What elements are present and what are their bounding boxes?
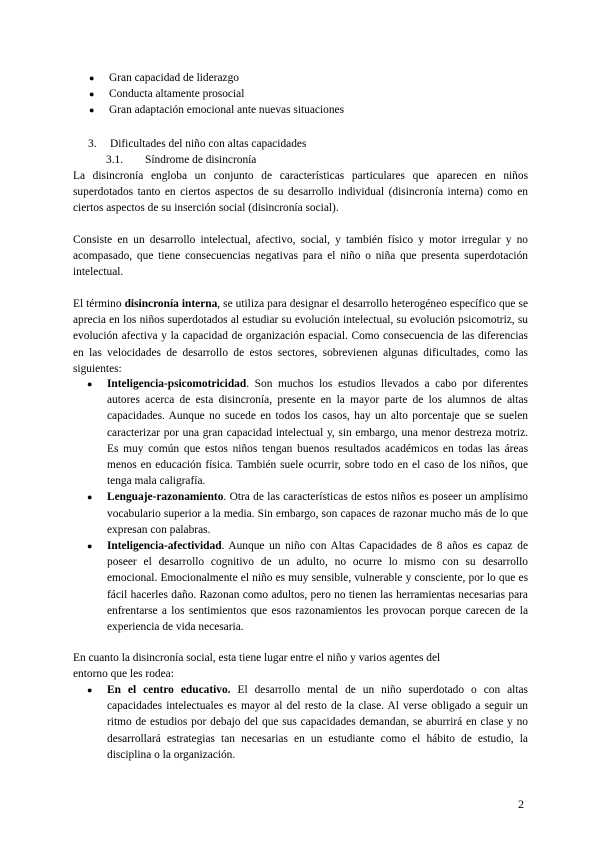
para3-bold-term: disincronía interna bbox=[124, 298, 218, 310]
paragraph-disincronia-definition: La disincronía engloba un conjunto de características particulares que aparecen en niños superdotados tanto en ciertos aspectos de su desarrollo individual (disincronía interna) como en ciertos aspectos de su inserción social (disincronía social). bbox=[73, 170, 528, 215]
section-3-number: 3. bbox=[88, 138, 97, 150]
list-item: ● Gran adaptación emocional ante nuevas situaciones bbox=[89, 102, 530, 118]
list-item bbox=[87, 538, 528, 635]
bullet-bold-term: Lenguaje-razonamiento bbox=[107, 491, 224, 504]
section-3-1-number: 3.1. bbox=[106, 154, 124, 166]
bullet-text: El desarrollo mental de un niño superdotado o con altas capacidades intelectuales es mayor al del resto de la clase. Al verse obligado a seguir un ritmo de estudios por debajo del que sus capacidades demandan, se aburrirá en clase y no desarrollará estrategias tan necesarias en un estudiante como el hábito de estudio, la disciplina o la organización. bbox=[107, 684, 528, 761]
list-item bbox=[87, 489, 528, 538]
internal-disincronia-list bbox=[87, 376, 528, 635]
bullet-text: . Son muchos los estudios llevados a cabo por diferentes autores acerca de esta disincronía, presente en la mayor parte de los alumnos de altas capacidades. Aunque no sucede en todos los casos, hay un alto porcentaje que se suelen caracterizar por una gran capacidad intelectual y, sin embargo, una menor destreza motriz. Es muy común que estos niños tengan buenos resultados académicos en todas las áreas menos en educación física. También suele ocurrir, sobre todo en el caso de los niños, que tenga mala caligrafía. bbox=[107, 378, 528, 488]
list-item: ● Conducta altamente prosocial bbox=[89, 86, 530, 102]
bullet-text: . Aunque un niño con Altas Capacidades de 8 años es capaz de poseer el desarrollo cognitivo de un adulto, no ocurre lo mismo con su desarrollo emocional. Emocionalmente el niño es muy sensible, vulnerable y consciente, por lo que es fácil hacerles daño. Razonan como adultos, pero no tienen las herramientas necesarias para enfrentarse a los sentimientos que esos razonamientos les provocan porque carecen de la experiencia de vida necesaria. bbox=[107, 540, 528, 634]
paragraph-disincronia-social bbox=[73, 650, 528, 682]
paragraph-disincronia-interna bbox=[73, 296, 528, 377]
social-disincronia-list bbox=[87, 682, 528, 763]
list-item: ● Gran capacidad de liderazgo bbox=[89, 70, 530, 86]
para3-text-after: , se utiliza para designar el desarrollo heterogéneo específico que se aprecia en los niños superdotados al estudiar su evolución intelectual, su evolución psicomotriz, su evolución afectiva y la capacidad de organización espacial. Como consecuencia de las diferencias en las velocidades de desarrollo de estos sectores, sobrevienen algunas dificultades, como las siguientes: bbox=[73, 298, 528, 375]
list-item bbox=[87, 682, 528, 763]
section-3-1-title: Síndrome de disincronía bbox=[145, 154, 257, 166]
page-number: 2 bbox=[518, 797, 524, 811]
bullet-bold-term: Inteligencia-afectividad bbox=[107, 540, 222, 553]
bullet-bold-term: Inteligencia-psicomotricidad bbox=[107, 378, 247, 390]
top-bullet-list bbox=[89, 70, 530, 119]
section-3-title: Dificultades del niño con altas capacidades bbox=[110, 138, 307, 150]
para4-line: entorno que les rodea: bbox=[73, 668, 174, 681]
paragraph-desarrollo-irregular: Consiste en un desarrollo intelectual, afectivo, social, y también físico y motor irregular y no acompasado, que tiene consecuencias negativas para el niño o niña que presenta superdotación intelectual. bbox=[73, 234, 528, 279]
bullet-bold-term: En el centro educativo. bbox=[107, 684, 231, 696]
para4-line: En cuanto la disincronía social, esta tiene lugar entre el niño y varios agentes del bbox=[73, 652, 441, 664]
para3-text-before: El término bbox=[73, 298, 125, 310]
bullet-text: . Otra de las características de estos niños es poseer un amplísimo vocabulario superior a la media. Sin embargo, son capaces de razonar mucho más de lo que expresan con palabras. bbox=[107, 491, 528, 536]
list-item bbox=[87, 376, 528, 489]
